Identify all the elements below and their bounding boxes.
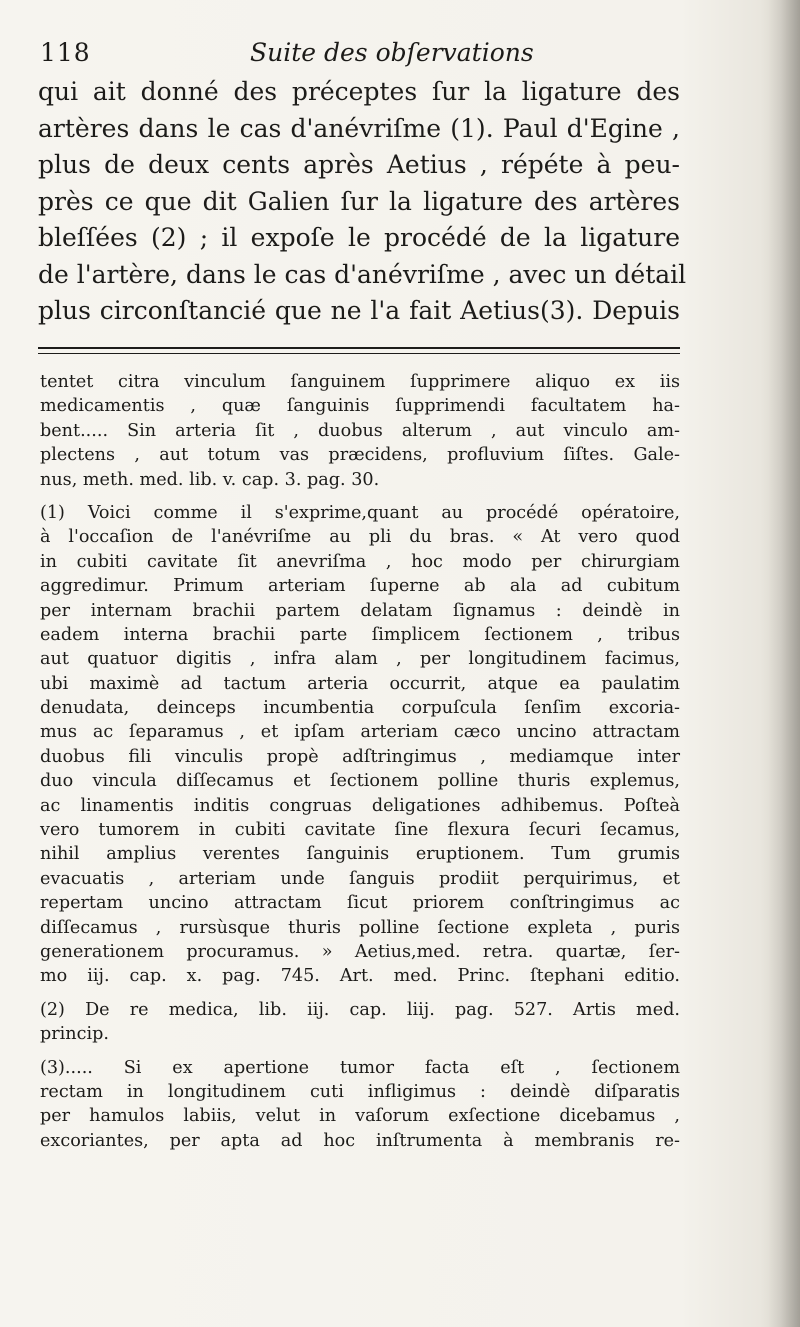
body-line: de l'artère, dans le cas d'anévriſme , avec un détail (38, 259, 687, 289)
footnote-line: repertam uncino attractam ſicut priorem conſtringimus ac (40, 893, 680, 914)
footnote-line: in cubiti cavitate ſit anevriſma , hoc modo per chirurgiam (40, 551, 680, 572)
running-title: Suite des obſervations (250, 38, 534, 67)
footnote-line: (2) De re medica, lib. iij. cap. liij. pag. 527. Artis med. (40, 999, 680, 1020)
footnote-line: aut quatuor digitis , infra alam , per longitudinem facimus, (40, 649, 680, 670)
footnote-3 (40, 1056, 680, 1154)
footnote-line: diſſecamus , rursùsque thuris polline ſectione expleta , puris (40, 917, 680, 938)
footnote-line: generationem procuramus. » Aetius,med. retra. quartæ, ſer- (40, 941, 680, 962)
footnote-line: (1) Voici comme il s'exprime,quant au procédé opératoire, (40, 502, 680, 523)
footnote-line: excoriantes, per apta ad hoc inſtrumenta à membranis re- (40, 1130, 680, 1151)
footnote-line: duo vincula diſſecamus et ſectionem polline thuris explemus, (40, 771, 680, 792)
footnote-line: ubi maximè ad tactum arteria occurrit, atque ea paulatim (40, 673, 680, 694)
footnote-line: duobus fili vinculis propè adſtringimus , mediamque inter (40, 746, 680, 767)
footnote-line: denudata, deinceps incumbentia corpuſcula ſenſim excoria- (40, 698, 680, 719)
footnotes (40, 370, 680, 1162)
main-body-text (38, 74, 687, 330)
footnote-line: plectens , aut totum vas præcidens, profluvium ſiſtes. Gale- (40, 445, 680, 466)
footnote-line: per internam brachii partem delatam ſignamus : deindè in (40, 600, 680, 621)
footnote-line: nus, meth. med. lib. v. cap. 3. pag. 30. (40, 469, 380, 490)
footnote-line: eadem interna brachii parte ſimplicem ſectionem , tribus (40, 624, 680, 645)
page-header (40, 38, 680, 74)
footnote-line: mus ac ſeparamus , et ipſam arteriam cæco uncino attractam (40, 722, 680, 743)
footnote-continued (40, 370, 680, 492)
footnote-line: à l'occaſion de l'anévriſme au pli du bras. « At vero quod (40, 527, 680, 548)
footnote-1 (40, 501, 680, 989)
page-number: 118 (40, 38, 91, 67)
footnote-line: princip. (40, 1024, 109, 1045)
footnote-line: (3)..... Si ex apertione tumor facta eſt , ſectionem (40, 1057, 680, 1078)
footnote-line: vero tumorem in cubiti cavitate ſine flexura ſecuri ſecamus, (40, 820, 680, 841)
body-line: bleſſées (2) ; il expoſe le procédé de la ligature (38, 223, 680, 252)
page-edge-shadow (768, 0, 800, 1327)
body-line: plus circonſtancié que ne l'a fait Aetius(3). Depuis (38, 296, 680, 325)
footnote-line: rectam in longitudinem cuti infligimus : deindè diſparatis (40, 1081, 680, 1102)
footnote-line: mo iij. cap. x. pag. 745. Art. med. Princ. ſtephani editio. (40, 966, 680, 987)
body-line: qui ait donné des préceptes ſur la ligature des (38, 77, 680, 106)
body-line: plus de deux cents après Aetius , répéte à peu- (38, 150, 680, 179)
footnote-line: bent..... Sin arteria ſit , duobus alterum , aut vinculo am- (40, 420, 680, 441)
body-line: artères dans le cas d'anévriſme (1). Paul d'Egine , (38, 113, 680, 143)
body-line: près ce que dit Galien ſur la ligature des artères (38, 186, 680, 216)
footnote-line: tentet citra vinculum ſanguinem ſupprimere aliquo ex iis (40, 372, 680, 392)
footnote-line: evacuatis , arteriam unde ſanguis prodiit perquirimus, et (40, 868, 680, 889)
footnote-line: per hamulos labiis, velut in vaſorum exſectione dicebamus , (40, 1106, 680, 1127)
footnote-line: medicamentis , quæ ſanguinis ſupprimendi facultatem ha- (40, 396, 680, 417)
footnote-line: aggredimur. Primum arteriam ſuperne ab ala ad cubitum (40, 576, 680, 597)
footnote-separator-rule (38, 347, 680, 354)
footnote-2 (40, 998, 680, 1047)
footnote-line: ac linamentis inditis congruas deligationes adhibemus. Poſteà (40, 795, 680, 816)
footnote-line: nihil amplius verentes ſanguinis eruptionem. Tum grumis (40, 844, 680, 865)
